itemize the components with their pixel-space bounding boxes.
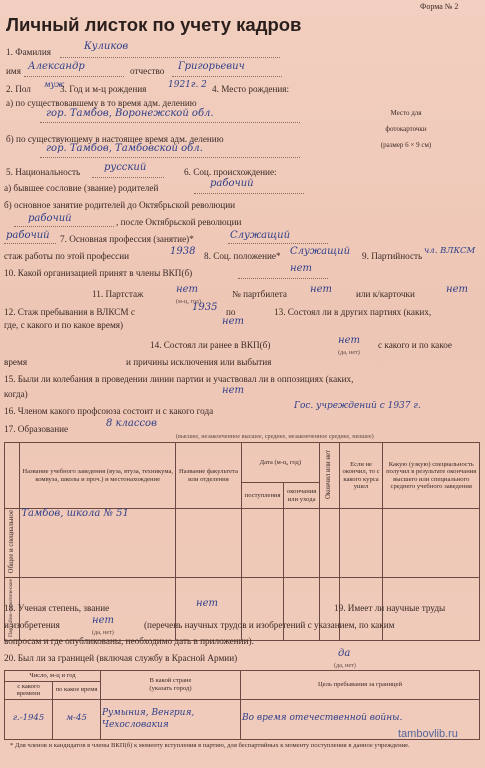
field-nationality-value: русский <box>104 162 147 173</box>
edu-header-course: Если не окончил, то с какого курса ушел <box>339 443 383 509</box>
form-number: Форма № 2 <box>420 2 459 11</box>
edu-row-political-label: Партийно-политическое <box>8 578 15 637</box>
field-works-line2b: (перечень научных трудов и изобретений с указанием, по каким <box>144 620 395 630</box>
field-education-label: 17. Образование <box>4 424 69 434</box>
field-sex-label: 2. Пол <box>6 84 31 94</box>
field-komsomol-value: 1935 <box>192 302 218 313</box>
field-abroad-label: 20. Был ли за границей (включая службу в Красной Армии) <box>4 653 238 663</box>
field-party-label: 9. Партийность <box>362 251 423 261</box>
edu-header-finished: Окончил или нет <box>325 449 333 499</box>
edu-header-date-leave: окончания или ухода <box>284 483 319 509</box>
field-social-value: Служащий <box>290 246 351 257</box>
field-card-label: или к/карточки <box>356 289 415 299</box>
field-party-value: чл. ВЛКСМ <box>424 246 476 256</box>
field-oppositions-label: 15. Были ли колебания в проведении линии партии и участвовал ли в оппозициях (каких, <box>4 374 354 384</box>
abroad-header-from: с какого времени <box>5 681 53 699</box>
field-komsomol-label: 12. Стаж пребывания в ВЛКСМ с <box>4 307 135 317</box>
field-occupation-before-value: рабочий <box>28 213 72 224</box>
field-estate-value: рабочий <box>210 178 254 189</box>
field-previously-label: 14. Состоял ли ранее в ВКП(б) <box>150 340 271 350</box>
field-sex-value: муж <box>44 80 65 89</box>
field-admitted-value: нет <box>290 263 312 274</box>
edu-header-institution: Название учебного заведения (вуза, втуза, техникума, комвуза, школы и проч.) и местонахождение <box>20 443 176 509</box>
edu-header-faculty: Название факультета или отделения <box>176 443 242 509</box>
field-union-value: Гос. учреждений с 1937 г. <box>294 401 421 411</box>
field-partbilet-value: нет <box>310 284 332 295</box>
field-previously-reason: и причины исключения или выбытия <box>126 357 272 367</box>
field-estate-label: а) бывшее сословие (звание) родителей <box>4 183 159 193</box>
field-partstazh-label: 11. Партстаж <box>92 289 144 299</box>
field-works-label: 19. Имеет ли научные труды <box>334 603 446 613</box>
abroad-row-country: Румыния, Венгрия, Чехословакия <box>102 708 195 730</box>
edu-header-date-enter: поступления <box>241 483 284 509</box>
field-other-parties-value: нет <box>222 316 244 327</box>
photo-line-3: (размер 6 × 9 см) <box>380 141 432 149</box>
field-occupation-mid: , после Октябрьской революции <box>116 217 242 227</box>
field-surname-value: Куликов <box>84 41 129 52</box>
page-title: Личный листок по учету кадров <box>6 14 302 35</box>
field-patronymic-label: отчество <box>130 66 165 76</box>
edu-header-date: Дата (м-ц, год) <box>241 443 319 483</box>
field-name-label: имя <box>6 66 21 76</box>
field-partstazh-value: нет <box>176 284 198 295</box>
field-works-line3: вопросам и где опубликованы, необходимо дать в приложении). <box>4 636 254 646</box>
footnote: * Для членов и кандидатов в члены ВКП(б) к моменту вступления в партию, для беспартийных к моменту поступления в данное учреждение. <box>10 742 410 749</box>
photo-placeholder <box>356 108 456 158</box>
field-union-label: 16. Членом какого профсоюза состоит и с какого года <box>4 406 214 416</box>
abroad-row-from: г.-1945 <box>12 713 45 724</box>
field-oppositions-value: нет <box>222 385 244 396</box>
field-abroad-value: да <box>338 648 351 659</box>
field-partbilet-label: № партбилета <box>232 289 288 299</box>
edu-row-general-label: Общее и специальное <box>8 510 16 574</box>
field-partstazh-sub: (м-ц, год) <box>176 298 201 305</box>
field-admitted-label: 10. Какой организацией принят в члены ВКП(б) <box>4 268 193 278</box>
abroad-header-country: В какой стране <box>149 677 192 685</box>
field-previously-tail: с какого и по какое <box>378 340 453 350</box>
abroad-row-purpose: Во время отечественной войны. <box>242 713 403 724</box>
field-name-value: Александр <box>28 61 85 72</box>
field-card-value: нет <box>446 284 468 295</box>
field-works-sub: (да, нет) <box>92 629 114 636</box>
field-birthplace-label: 4. Место рождения: <box>212 84 290 94</box>
field-degree-label: 18. Ученая степень, звание <box>4 603 110 613</box>
edu-row-general-value: Тамбов, школа № 51 <box>21 508 129 519</box>
field-works-line2a: и изобретения <box>4 620 60 630</box>
abroad-header-country-sub: (указать город) <box>149 684 192 692</box>
field-birthplace-a-value: гор. Тамбов, Воронежской обл. <box>46 108 214 119</box>
field-education-value: 8 классов <box>106 418 157 429</box>
field-works-value: нет <box>92 615 114 626</box>
field-social-label: 8. Соц. положение* <box>204 251 281 261</box>
field-abroad-sub: (да, нет) <box>334 662 356 669</box>
field-other-parties-label: 13. Состоял ли в других партиях (каких, <box>274 307 432 317</box>
edu-header-specialty: Какую (узкую) специальность получил в результате окончания высшего или специального среднего учебного заведения <box>383 443 480 509</box>
abroad-header-date: Число, м-ц и год <box>5 671 101 682</box>
field-surname-label: 1. Фамилия <box>6 47 51 57</box>
field-nationality-label: 5. Национальность <box>6 167 81 177</box>
field-occupation-after-value: рабочий <box>6 230 50 241</box>
field-birth-value: 1921г. 2 <box>168 80 207 90</box>
field-experience-value: 1938 <box>170 246 196 257</box>
field-previously-time: время <box>4 357 28 367</box>
field-experience-label: стаж работы по этой профессии <box>4 251 130 261</box>
field-occupation-label: б) основное занятие родителей до Октябрьской революции <box>4 200 236 210</box>
field-birth-label: 3. Год и м-ц рождения <box>60 84 147 94</box>
field-previously-sub: (да, нет) <box>338 349 360 356</box>
field-education-sub: (высшее, незаконченное высшее, среднее, незаконченное среднее, низшее) <box>176 433 374 440</box>
watermark: tambovlib.ru <box>398 728 458 740</box>
field-origin-label: 6. Соц. происхождение: <box>184 167 277 177</box>
abroad-header-to: по какое время <box>53 681 101 699</box>
field-other-parties-line2: где, с какого и по какое время) <box>4 320 124 330</box>
field-previously-value: нет <box>338 335 360 346</box>
field-komsomol-to: по <box>226 307 236 317</box>
photo-line-1: Место для <box>390 109 422 117</box>
field-birthplace-b-value: гор. Тамбов, Тамбовской обл. <box>46 143 203 154</box>
field-birthplace-b-label: б) по существующему в настоящее время адм. делению <box>6 134 224 144</box>
field-oppositions-line2: когда) <box>4 389 28 399</box>
field-patronymic-value: Григорьевич <box>178 61 245 72</box>
field-degree-value: нет <box>196 598 218 609</box>
field-profession-label: 7. Основная профессия (занятие)* <box>60 234 194 244</box>
abroad-header-purpose: Цель пребывания за границей <box>241 671 480 700</box>
field-birthplace-a-label: а) по существовавшему в то время адм. делению <box>6 98 197 108</box>
abroad-row-to: м-45 <box>66 713 87 724</box>
field-profession-value: Служащий <box>230 230 291 241</box>
photo-line-2: фотокарточки <box>385 125 427 133</box>
